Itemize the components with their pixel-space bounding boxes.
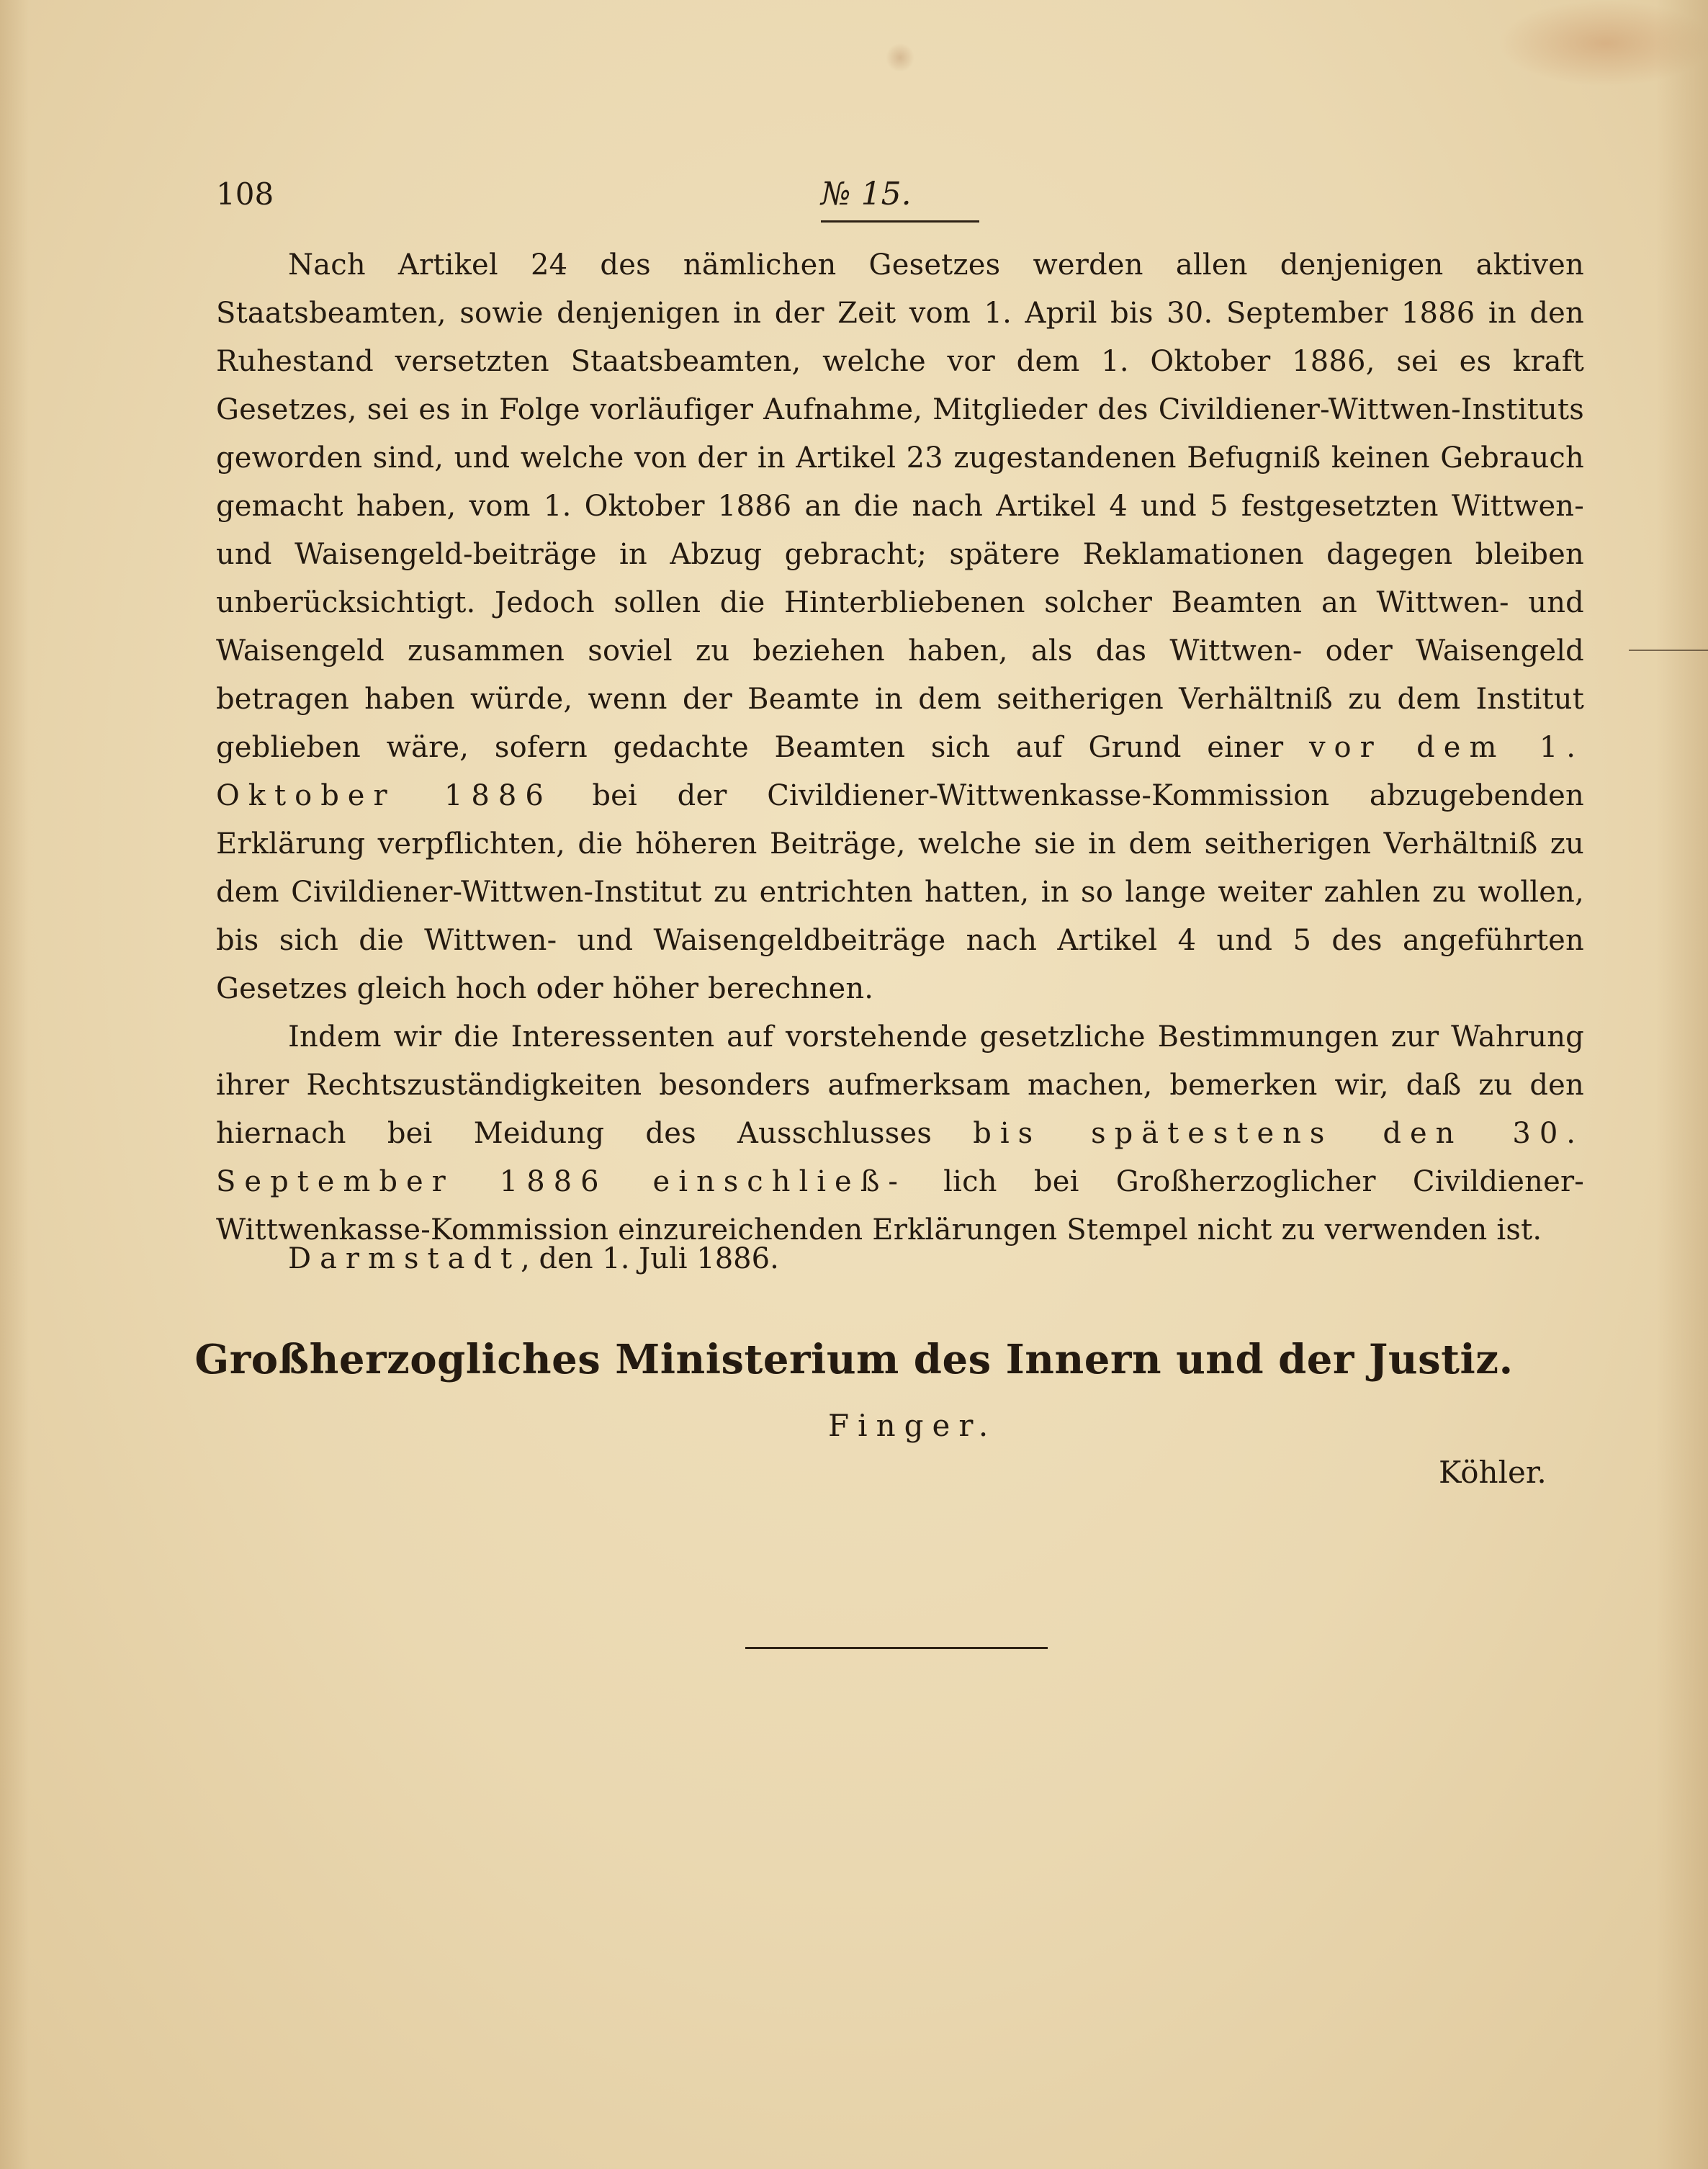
paper-stain — [1498, 0, 1708, 86]
paper-spot — [886, 43, 914, 72]
paragraph-text: lich bei Großherzoglicher Civildiener-Wittwenkasse-Kommission einzureichenden Erklärungen Stempel nicht zu verwenden ist. — [216, 1165, 1585, 1247]
paragraph-text: Nach Artikel 24 des nämlichen Gesetzes werden allen denjenigen aktiven Staatsbeamten, sowie denjenigen in der Zeit vom 1. April bis 30. September 1886 in den Ruhestand versetzten Staatsbeamten, welche vor dem 1. Oktober 1886, sei es kraft Gesetzes, sei es in Folge vorläufiger Aufnahme, Mitglieder des Civildiener-Wittwen-Instituts geworden sind, und welche von der in Artikel 23 zugestandenen Befugniß keinen Gebrauch gemacht haben, vom 1. Oktober 1886 an die nach Artikel 4 und 5 festgesetzten Wittwen- und Waisengeld-beiträge in Abzug gebracht; spätere Reklamationen dagegen bleiben unberücksichtigt. Jedoch sollen die Hinterbliebenen solcher Beamten an Wittwen- und Waisengeld zusammen soviel zu beziehen haben, als das Wittwen- oder Waisengeld betragen haben würde, wenn der Beamte in dem seitherigen Verhältniß zu dem Institut geblieben wäre, sofern gedachte Beamten sich auf Grund einer — [216, 248, 1584, 764]
dateline-place: Darmstadt — [288, 1242, 521, 1275]
dateline-date: , den 1. Juli 1886. — [521, 1242, 779, 1275]
margin-mark — [1629, 650, 1708, 651]
spaced-emphasis: bis spätestens den 30. September 1886 einschließ- — [216, 1117, 1584, 1198]
ministry-signature: Großherzogliches Ministerium des Innern und der Justiz. — [194, 1336, 1514, 1383]
paragraph — [216, 241, 1584, 1013]
closing-rule — [745, 1647, 1048, 1649]
dateline — [288, 1235, 779, 1283]
issue-number: № 15. — [821, 176, 912, 212]
paragraph-text: bei der Civildiener-Wittwenkasse-Kommission abzugebenden Erklärung verpflichten, die höheren Beiträge, welche sie in dem seitherigen Verhältniß zu dem Civildiener-Wittwen-Institut zu entrichten hatten, in so lange weiter zahlen zu wollen, bis sich die Wittwen- und Waisengeldbeiträge nach Artikel 4 und 5 des angeführten Gesetzes gleich hoch oder höher berechnen. — [216, 779, 1584, 1005]
paragraph — [216, 1013, 1584, 1254]
header-rule — [821, 220, 979, 223]
paper-edge-shadow — [0, 0, 29, 2169]
signer-name: Köhler. — [1439, 1455, 1547, 1490]
signer-name: Finger. — [828, 1408, 997, 1443]
body-text — [216, 241, 1584, 1254]
paper-edge-shadow — [1656, 0, 1708, 2169]
page-number: 108 — [216, 176, 274, 212]
spaced-emphasis: vor dem 1. Oktober 1886 — [216, 731, 1584, 812]
paragraph-text: Indem wir die Interessenten auf vorstehende gesetzliche Bestimmungen zur Wahrung ihrer Rechtszuständigkeiten besonders aufmerksam machen, bemerken wir, daß zu den hiernach bei Meidung des Ausschlusses — [216, 1020, 1584, 1150]
page-header — [0, 173, 1708, 223]
